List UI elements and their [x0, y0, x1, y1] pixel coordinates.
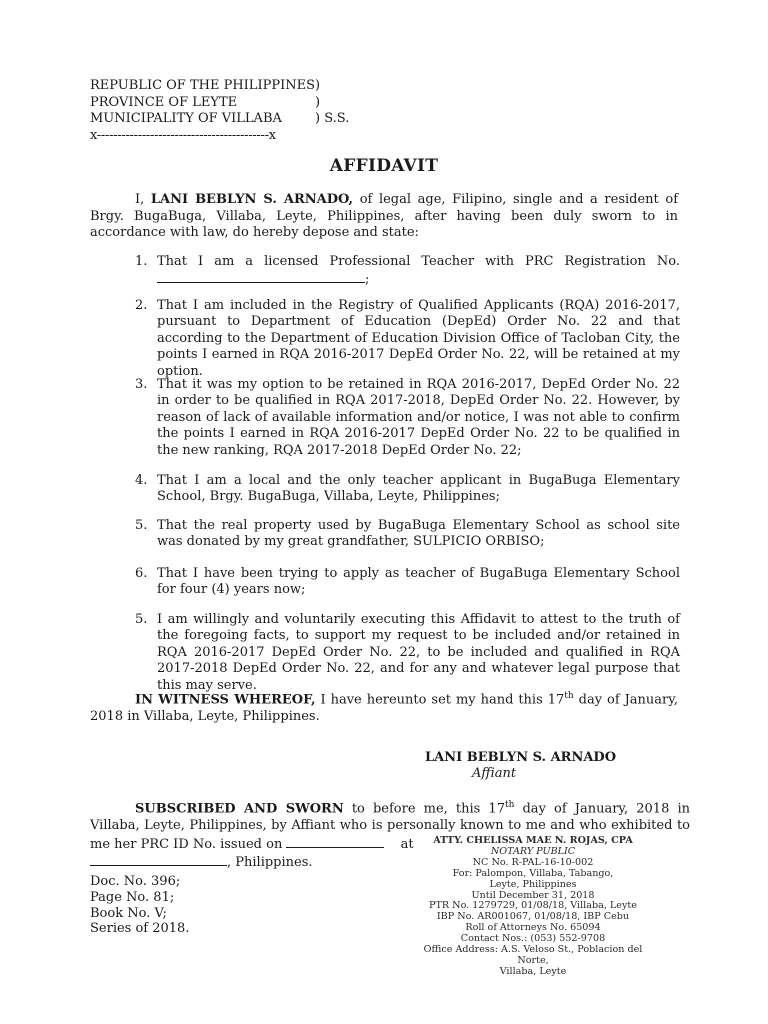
- notary-line: Until December 31, 2018: [471, 889, 595, 901]
- intro-paragraph: [90, 192, 678, 242]
- venue-line: [90, 78, 321, 95]
- statement-number: 3.: [135, 377, 148, 392]
- affiant-name-inline: LANI BEBLYN S. ARNADO,: [150, 192, 354, 207]
- notary-line: For: Palompon, Villaba, Tabango,: [452, 867, 614, 879]
- prc-number-blank: [157, 270, 365, 283]
- venue-line-right: ): [315, 78, 321, 93]
- statement-number: 1.: [135, 254, 148, 269]
- venue-line-left: MUNICIPALITY OF VILLABA: [90, 111, 282, 126]
- statement-item: [135, 473, 680, 506]
- intro-text: of legal age, Filipino, single and a resident of Brgy. BugaBuga, Villaba, Leyte, Philippines, after having been duly sworn to in accordance with law, do hereby depose and state:: [90, 192, 679, 241]
- document-title: AFFIDAVIT: [329, 156, 439, 176]
- header-separator: x------------------------------------------x: [90, 127, 276, 143]
- notary-name: ATTY. CHELISSA MAE N. ROJAS, CPA: [433, 835, 633, 846]
- venue-line-left: PROVINCE OF LEYTE: [90, 94, 238, 110]
- issue-date-blank: [286, 835, 384, 848]
- statement-text: That I am a local and the only teacher applicant in BugaBuga Elementary School, Brgy. BugaBuga, Villaba, Leyte, Philippines;: [157, 473, 680, 505]
- issue-place-blank: [90, 853, 227, 866]
- statement-number: 6.: [135, 566, 148, 581]
- notary-line: PTR No. 1279729, 01/08/18, Villaba, Leyte: [429, 900, 637, 912]
- witness-paragraph: IN WITNESS WHEREOF, I have hereunto set my hand this 17th day of January, 2018 in Villaba, Leyte, Philippines.: [90, 691, 679, 724]
- notary-line: Leyte, Philippines: [489, 878, 577, 890]
- series-year: Series of 2018.: [90, 921, 190, 937]
- statement-number: 5.: [135, 518, 148, 533]
- statement-text: That I am included in the Registry of Qualified Applicants (RQA) 2016-2017, pursuant to Department of Education (DepEd) Order No. 22 and that according to the Department of Education Division Office of Tacloban City, the points I earned in RQA 2016-2017 DepEd Order No. 22, will be retained at my option.: [157, 298, 680, 379]
- notary-title: NOTARY PUBLIC: [490, 845, 576, 857]
- statement-text: I am willingly and voluntarily executing this Affidavit to attest to the truth of the foregoing facts, to support my request to be included and/or retained in RQA 2016-2017 DepEd Order No. 22, to be included and qualified in RQA 2017-2018 DepEd Order No. 22, and for any and whatever legal purpose that this may serve.: [157, 612, 680, 693]
- statement-number: 4.: [135, 473, 148, 488]
- venue-line-right: ) S.S.: [315, 111, 350, 126]
- venue-line-left: REPUBLIC OF THE PHILIPPINES: [90, 78, 315, 93]
- statement-item: [135, 298, 680, 380]
- statement-item: [135, 612, 680, 694]
- statement-number: 5.: [135, 612, 148, 627]
- notary-line: Villaba, Leyte: [499, 965, 567, 977]
- page-number: Page No. 81;: [90, 889, 175, 905]
- jurat-paragraph: SUBSCRIBED AND SWORN to before me, this 17th day of January, 2018 in Villaba, Leyte, Philippines, by Affiant who is personally known to me and who exhibited to me her PRC ID No. issued on at , Philippines.: [90, 800, 690, 871]
- statement-item: [135, 254, 680, 289]
- statement-suffix: ;: [365, 272, 370, 288]
- affiant-signature-name: LANI BEBLYN S. ARNADO: [425, 750, 617, 765]
- jurat-lead: SUBSCRIBED AND SWORN: [135, 801, 344, 817]
- notarial-register: [90, 874, 189, 937]
- statement-text: That I have been trying to apply as teacher of BugaBuga Elementary School for four (4) years now;: [157, 566, 680, 598]
- notary-line: Contact Nos.: (053) 552-9708: [460, 933, 606, 945]
- statement-text: That the real property used by BugaBuga Elementary School as school site was donated by my great grandfather, SULPICIO ORBISO;: [157, 518, 680, 550]
- intro-prefix: I,: [135, 192, 151, 207]
- statement-text: That I am a licensed Professional Teacher with PRC Registration No. ;: [157, 254, 680, 288]
- notary-line: Office Address: A.S. Veloso St., Poblacion del Norte,: [423, 944, 643, 966]
- ordinal-suffix: th: [504, 800, 515, 810]
- affiant-role: Affiant: [472, 766, 517, 781]
- statement-item: [135, 518, 680, 551]
- witness-lead: IN WITNESS WHEREOF,: [135, 692, 316, 708]
- doc-number: Doc. No. 396;: [90, 874, 181, 889]
- notary-line: IBP No. AR001067, 01/08/18, IBP Cebu: [436, 911, 630, 923]
- notary-line: NC No. R-PAL-16-10-002: [472, 856, 594, 868]
- statement-item: [135, 377, 680, 459]
- statement-text: That it was my option to be retained in RQA 2016-2017, DepEd Order No. 22 in order to be qualified in RQA 2017-2018, DepEd Order No. 22. However, by reason of lack of available information and/or notice, I was not able to confirm the points I earned in RQA 2016-2017 DepEd Order No. 22 to be qualified in the new ranking, RQA 2017-2018 DepEd Order No. 22;: [157, 377, 680, 458]
- venue-line: [90, 111, 350, 128]
- book-number: Book No. V;: [90, 905, 167, 921]
- statement-item: [135, 566, 680, 599]
- venue-header: [90, 78, 350, 144]
- statement-number: 2.: [135, 298, 148, 313]
- ordinal-suffix: th: [564, 691, 574, 701]
- notary-stamp: [418, 836, 648, 978]
- notary-line: Roll of Attorneys No. 65094: [465, 922, 601, 934]
- venue-line: [90, 94, 321, 112]
- venue-line-right: ): [315, 94, 321, 110]
